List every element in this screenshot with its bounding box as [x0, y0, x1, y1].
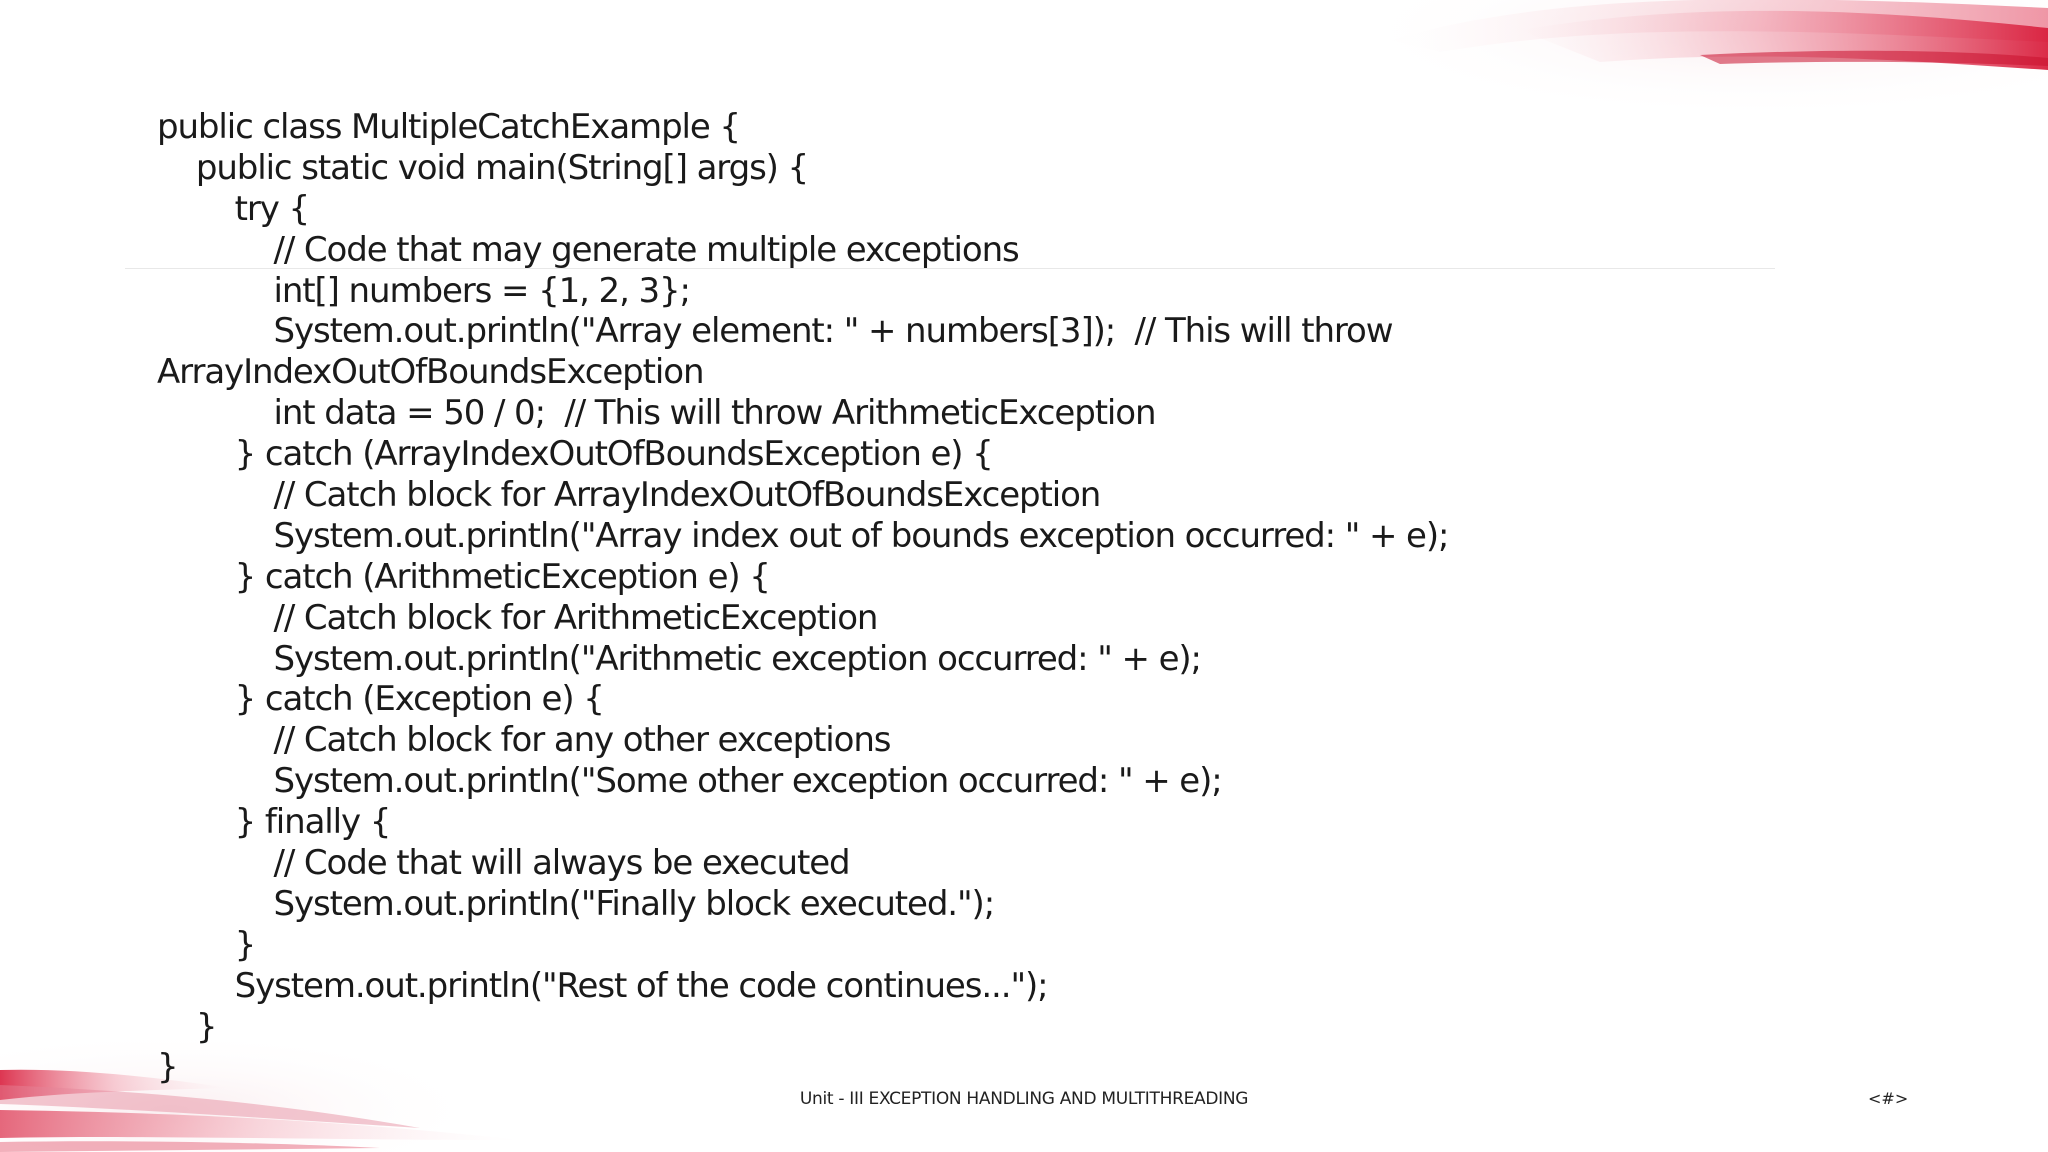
code-line: ArrayIndexOutOfBoundsException: [157, 352, 704, 393]
code-line: } catch (ArithmeticException e) {: [157, 556, 770, 597]
code-line: try {: [157, 188, 310, 229]
code-line: System.out.println("Some other exception occurred: " + e);: [157, 761, 1222, 802]
code-line: int[] numbers = {1, 2, 3};: [157, 270, 690, 311]
code-line: System.out.println("Arithmetic exception occurred: " + e);: [157, 638, 1201, 679]
code-line: // Code that may generate multiple exceptions: [157, 229, 1019, 270]
code-line: } finally {: [157, 802, 391, 843]
slide-number: <#>: [1868, 1089, 1909, 1108]
code-line: }: [157, 1047, 178, 1088]
code-line: int data = 50 / 0; // This will throw ArithmeticException: [157, 393, 1156, 434]
code-line: System.out.println("Finally block executed.");: [157, 883, 995, 924]
code-block: [157, 107, 1797, 1088]
code-line: public class MultipleCatchExample {: [157, 107, 740, 147]
code-line: }: [157, 1006, 217, 1047]
code-line: } catch (ArrayIndexOutOfBoundsException e) {: [157, 434, 993, 475]
code-line: // Code that will always be executed: [157, 843, 850, 884]
code-line: } catch (Exception e) {: [157, 679, 604, 720]
code-line: // Catch block for ArithmeticException: [157, 597, 878, 638]
code-line: public static void main(String[] args) {: [157, 147, 809, 188]
code-line: // Catch block for ArrayIndexOutOfBoundsException: [157, 475, 1101, 516]
footer-title: Unit - III EXCEPTION HANDLING AND MULTITHREADING: [799, 1089, 1249, 1109]
code-line: System.out.println("Array element: " + numbers[3]); // This will throw: [157, 311, 1393, 352]
code-line: System.out.println("Rest of the code continues...");: [157, 965, 1048, 1006]
code-line: }: [157, 924, 256, 965]
code-line: // Catch block for any other exceptions: [157, 720, 891, 761]
code-line: System.out.println("Array index out of bounds exception occurred: " + e);: [157, 515, 1449, 556]
